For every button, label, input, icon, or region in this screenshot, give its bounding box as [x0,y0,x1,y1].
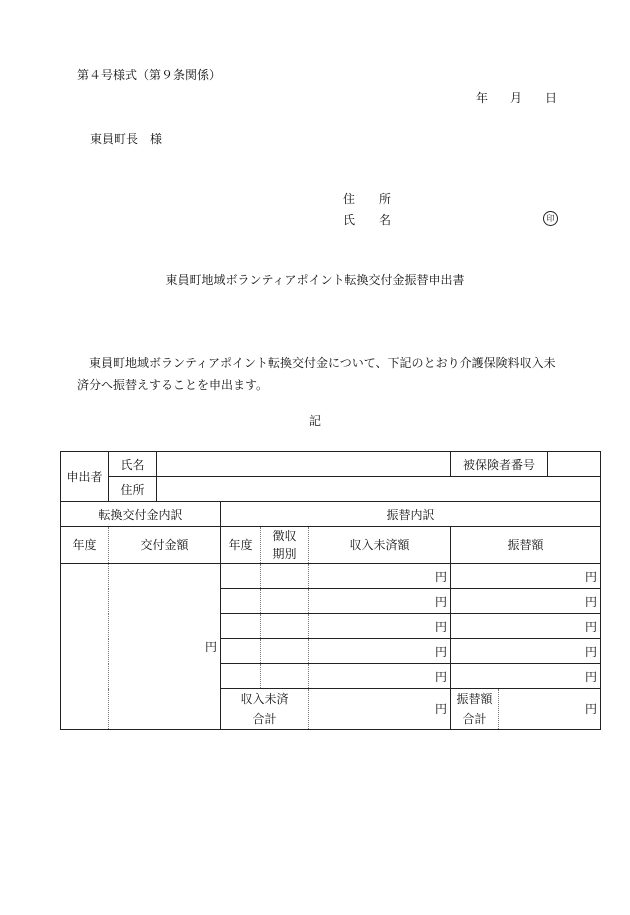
col-year-header: 年度 [61,527,109,564]
address-field[interactable] [157,477,601,502]
transfer-amount-cell[interactable] [451,589,601,614]
seal-mark: 印 [543,211,558,226]
applicant-label: 申出者 [61,452,109,502]
transfer-amount-cell[interactable] [451,564,601,589]
unpaid-yen: 円 [435,669,448,684]
date-month-label: 月 [510,91,523,105]
name-label: 氏名 [109,452,157,477]
transfer-total-amount[interactable] [499,689,601,730]
transfer-yen: 円 [585,594,598,609]
transfer-total-line1: 振替額 [456,692,493,706]
transfer-year-cell[interactable] [221,564,261,589]
unpaid-total-line1: 収入未済 [240,692,289,706]
ki-heading: 記 [308,414,321,428]
transfer-yen: 円 [585,619,598,634]
unpaid-amount-cell[interactable] [309,664,451,689]
collection-period-cell[interactable] [261,589,309,614]
collection-period-cell[interactable] [261,564,309,589]
transfer-year-cell[interactable] [221,589,261,614]
name-field[interactable] [157,452,451,477]
unpaid-yen: 円 [435,619,448,634]
transfer-yen: 円 [585,644,598,659]
grant-year-cell[interactable] [61,564,109,730]
transfer-total-label [451,689,499,730]
grant-amount-cell[interactable] [109,564,221,730]
col-year2-header: 年度 [221,527,261,564]
unpaid-yen: 円 [435,569,448,584]
body-text: 東員町地域ボランティアポイント転換交付金について、下記のとおり介護保険料収入未済分へ振替えすることを申出ます。 [77,356,556,392]
unpaid-total-yen: 円 [435,702,448,716]
transfer-year-cell[interactable] [221,639,261,664]
document-title: 東員町地域ボランティアポイント転換交付金振替申出書 [165,273,465,287]
transfer-amount-cell[interactable] [451,639,601,664]
unpaid-yen: 円 [435,644,448,659]
insured-number-field[interactable] [548,452,600,476]
col-collection-period-header [261,527,309,564]
address-label: 住所 [109,477,157,502]
date-year-label: 年 [476,91,489,105]
collection-period-line2: 期別 [272,547,297,561]
grant-amount-yen: 円 [204,640,217,654]
transfer-amount-cell[interactable] [451,664,601,689]
date-day-label: 日 [545,91,558,105]
unpaid-yen: 円 [435,594,448,609]
col-transfer-header: 振替額 [451,527,601,564]
col-grant-amount-header: 交付金額 [109,527,221,564]
unpaid-amount-cell[interactable] [309,614,451,639]
applicant-name-label: 氏 名 [343,213,392,227]
transfer-yen: 円 [585,669,598,684]
transfer-year-cell[interactable] [221,614,261,639]
unpaid-amount-cell[interactable] [309,589,451,614]
unpaid-total-line2: 合計 [252,712,277,726]
collection-period-cell[interactable] [261,614,309,639]
form-number: 第４号様式（第９条関係） [77,68,222,82]
grant-breakdown-header: 転換交付金内訳 [61,502,221,527]
transfer-table [60,451,601,730]
unpaid-amount-cell[interactable] [309,564,451,589]
addressee: 東員町長 様 [90,132,163,146]
col-unpaid-header: 収入未済額 [309,527,451,564]
transfer-breakdown-header: 振替内訳 [221,502,601,527]
unpaid-total-label [221,689,309,730]
unpaid-total-amount[interactable] [309,689,451,730]
transfer-amount-cell[interactable] [451,614,601,639]
collection-period-cell[interactable] [261,664,309,689]
transfer-total-yen: 円 [585,702,598,716]
transfer-yen: 円 [585,569,598,584]
transfer-total-line2: 合計 [462,712,487,726]
collection-period-line1: 徴収 [272,529,297,543]
transfer-year-cell[interactable] [221,664,261,689]
insured-number-cell [451,452,601,477]
applicant-address-label: 住 所 [343,192,392,206]
insured-number-label: 被保険者番号 [451,452,548,476]
collection-period-cell[interactable] [261,639,309,664]
unpaid-amount-cell[interactable] [309,639,451,664]
